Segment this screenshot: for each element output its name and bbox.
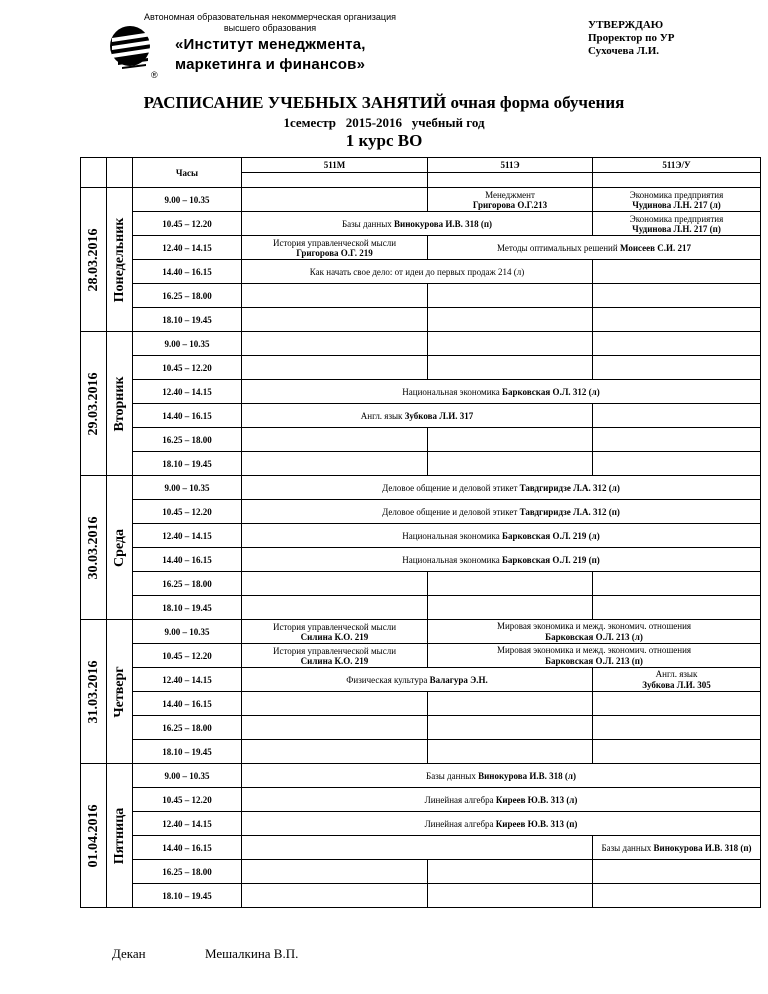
time-slot: 18.10 – 19.45 [133,308,242,332]
day-date: 28.03.2016 [81,188,107,332]
header-group-511eu: 511Э/У [593,158,761,173]
header-hours: Часы [133,158,242,188]
day-name: Четверг [107,620,133,764]
lesson-cell: Физическая культура Валагура Э.Н. [242,668,593,692]
day-name: Понедельник [107,188,133,332]
time-slot: 10.45 – 12.20 [133,500,242,524]
time-slot: 12.40 – 14.15 [133,524,242,548]
time-slot: 16.25 – 18.00 [133,284,242,308]
org-name-line1: «Институт менеджмента, [175,36,366,53]
org-type-line2: высшего образования [223,23,317,33]
lesson-cell: Национальная экономика Барковская О.Л. 312 (л) [242,380,761,404]
time-slot: 9.00 – 10.35 [133,764,242,788]
lesson-cell: Базы данных Винокурова И.В. 318 (п) [242,212,593,236]
lesson-cell: Менеджмент Григорова О.Г.213 [428,188,593,212]
day-name: Пятница [107,764,133,908]
registered-mark: ® [151,70,158,80]
time-slot: 9.00 – 10.35 [133,188,242,212]
time-slot: 14.40 – 16.15 [133,260,242,284]
time-slot: 12.40 – 14.15 [133,380,242,404]
lesson-cell: Деловое общение и деловой этикет Тавдгиридзе Л.А. 312 (п) [242,500,761,524]
schedule-table [80,157,761,908]
lesson-cell: Деловое общение и деловой этикет Тавдгиридзе Л.А. 312 (л) [242,476,761,500]
lesson-cell: Англ. язык Зубкова Л.И. 317 [242,404,593,428]
time-slot: 10.45 – 12.20 [133,356,242,380]
day-date: 31.03.2016 [81,620,107,764]
header-group-511m: 511М [242,158,428,173]
time-slot: 18.10 – 19.45 [133,884,242,908]
time-slot: 10.45 – 12.20 [133,788,242,812]
time-slot: 16.25 – 18.00 [133,716,242,740]
time-slot: 9.00 – 10.35 [133,620,242,644]
lesson-cell: Базы данных Винокурова И.В. 318 (п) [593,836,761,860]
lesson-cell: Национальная экономика Барковская О.Л. 219 (л) [242,524,761,548]
time-slot: 9.00 – 10.35 [133,332,242,356]
day-name: Вторник [107,332,133,476]
time-slot: 16.25 – 18.00 [133,572,242,596]
lesson-cell: Мировая экономика и межд. экономич. отношения Барковская О.Л. 213 (п) [428,644,761,668]
approval-block [588,19,675,58]
time-slot: 12.40 – 14.15 [133,668,242,692]
lesson-cell: Национальная экономика Барковская О.Л. 219 (п) [242,548,761,572]
lesson-cell: Англ. язык Зубкова Л.И. 305 [593,668,761,692]
time-slot: 16.25 – 18.00 [133,860,242,884]
time-slot: 18.10 – 19.45 [133,740,242,764]
day-name: Среда [107,476,133,620]
schedule-title: РАСПИСАНИЕ УЧЕБНЫХ ЗАНЯТИЙ очная форма обучения [143,93,625,112]
lesson-cell: Линейная алгебра Киреев Ю.В. 313 (п) [242,812,761,836]
lesson-cell: История управленческой мысли Григорова О.Г. 219 [242,236,428,260]
time-slot: 12.40 – 14.15 [133,812,242,836]
semester-line: 1семестр 2015-2016 учебный год [283,115,485,130]
dean-name: Мешалкина В.П. [205,946,299,961]
lesson-cell: Линейная алгебра Киреев Ю.В. 313 (л) [242,788,761,812]
time-slot: 16.25 – 18.00 [133,428,242,452]
time-slot: 18.10 – 19.45 [133,596,242,620]
header-group-511e: 511Э [428,158,593,173]
dean-label: Декан [112,946,146,961]
lesson-cell: Мировая экономика и межд. экономич. отношения Барковская О.Л. 213 (л) [428,620,761,644]
org-name-line2: маркетинга и финансов» [175,56,366,73]
header-day-cell [107,158,133,173]
time-slot: 18.10 – 19.45 [133,452,242,476]
lesson-cell: Базы данных Винокурова И.В. 318 (л) [242,764,761,788]
time-slot: 14.40 – 16.15 [133,836,242,860]
approve-line3: Сухочева Л.И. [588,45,659,57]
organization-block [135,12,405,74]
day-date: 01.04.2016 [81,764,107,908]
day-date: 30.03.2016 [81,476,107,620]
approve-line1: УТВЕРЖДАЮ [588,19,664,31]
course-line: 1 курс ВО [345,131,423,150]
time-slot: 14.40 – 16.15 [133,692,242,716]
lesson-cell: Экономика предприятия Чудинова Л.Н. 217 (п) [593,212,761,236]
org-type-line1: Автономная образовательная некоммерческая организация [144,12,396,22]
lesson-cell: Как начать свое дело: от идеи до первых продаж 214 (л) [242,260,593,284]
time-slot: 10.45 – 12.20 [133,644,242,668]
time-slot: 10.45 – 12.20 [133,212,242,236]
time-slot: 12.40 – 14.15 [133,236,242,260]
lesson-cell: История управленческой мысли Силина К.О. 219 [242,644,428,668]
day-date: 29.03.2016 [81,332,107,476]
time-slot: 14.40 – 16.15 [133,548,242,572]
lesson-cell: Методы оптимальных решений Моисеев С.И. 217 [428,236,761,260]
lesson-cell: Экономика предприятия Чудинова Л.Н. 217 (л) [593,188,761,212]
approve-line2: Проректор по УР [588,32,675,44]
time-slot: 14.40 – 16.15 [133,404,242,428]
header-date-cell [81,158,107,173]
time-slot: 9.00 – 10.35 [133,476,242,500]
lesson-cell: История управленческой мысли Силина К.О. 219 [242,620,428,644]
